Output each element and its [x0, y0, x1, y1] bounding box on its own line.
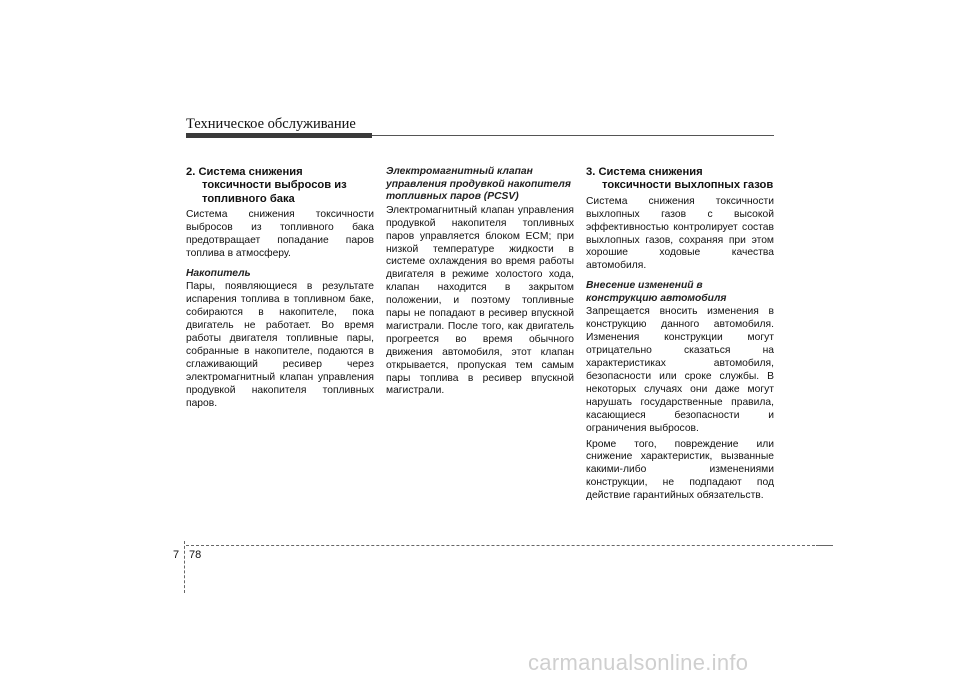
- subsection-heading: Электромагнитный клапан управления продувкой накопителя топливных паров (PCSV): [386, 166, 571, 203]
- subsection-heading: Накопитель: [186, 267, 251, 279]
- page-header-title: Техническое обслуживание: [186, 116, 356, 132]
- section-heading: 2. Система снижения токсичности выбросов из топливного бака: [186, 166, 347, 205]
- footer-divider-end: [816, 545, 833, 546]
- paragraph: Запрещается вносить изменения в конструкцию данного автомобиля. Изменения конструкции могут отрицательно сказаться на характеристиках автомобиля, безопасности или сроке службы. В некоторых случаях они даже могут нарушать государственные правила, касающиеся безопасности и ограничения выбросов.: [586, 306, 774, 434]
- section-heading: 3. Система снижения токсичности выхлопных газов: [586, 166, 774, 192]
- header-bar: [186, 133, 372, 138]
- paragraph: Пары, появляющиеся в результате испарения топлива в топливном баке, собираются в накопителе, пока двигатель не работает. Во время работы двигателя топливные пары, собранные в накопителе, подаются в сглаживающий ресивер через электромагнитный клапан управления продувкой накопителя топливных паров.: [186, 281, 374, 409]
- watermark: carmanualsonline.info: [528, 650, 749, 675]
- subsection-heading: Внесение изменений в конструкцию автомобиля: [586, 280, 727, 304]
- page-number: 78: [189, 549, 202, 561]
- text-column-3: [586, 166, 774, 506]
- paragraph: Электромагнитный клапан управления продувкой накопителя топливных паров управляется блоком ECM; при низкой температуре жидкости в системе охлаждения во время работы двигателя в режиме холостого хода, клапан находится в закрытом положении, и поэтому топливные пары не попадают в ресивер впускной магистрали. После того, как двигатель прогреется во время обычного движения автомобиля, этот клапан открывается, пропуская тем самым пары топлива в ресивер впускной магистрали.: [386, 204, 574, 397]
- footer-divider: [186, 545, 820, 546]
- text-column-1: [186, 166, 374, 414]
- header-rule: [372, 135, 774, 136]
- text-column-2: [386, 166, 574, 401]
- footer-vertical-divider: [184, 541, 185, 593]
- paragraph: Система снижения токсичности выхлопных газов с высокой эффективностью контролирует состав выхлопных газов, сохраняя при этом хорошие ходовые качества автомобиля.: [586, 195, 774, 272]
- paragraph: Кроме того, повреждение или снижение характеристик, вызванные какими-либо изменениями конструкции, не подпадают под действие гарантийных обязательств.: [586, 438, 774, 502]
- paragraph: Система снижения токсичности выбросов из топливного бака предотвращает попадание паров топлива в атмосферу.: [186, 209, 374, 259]
- chapter-number: 7: [173, 549, 180, 561]
